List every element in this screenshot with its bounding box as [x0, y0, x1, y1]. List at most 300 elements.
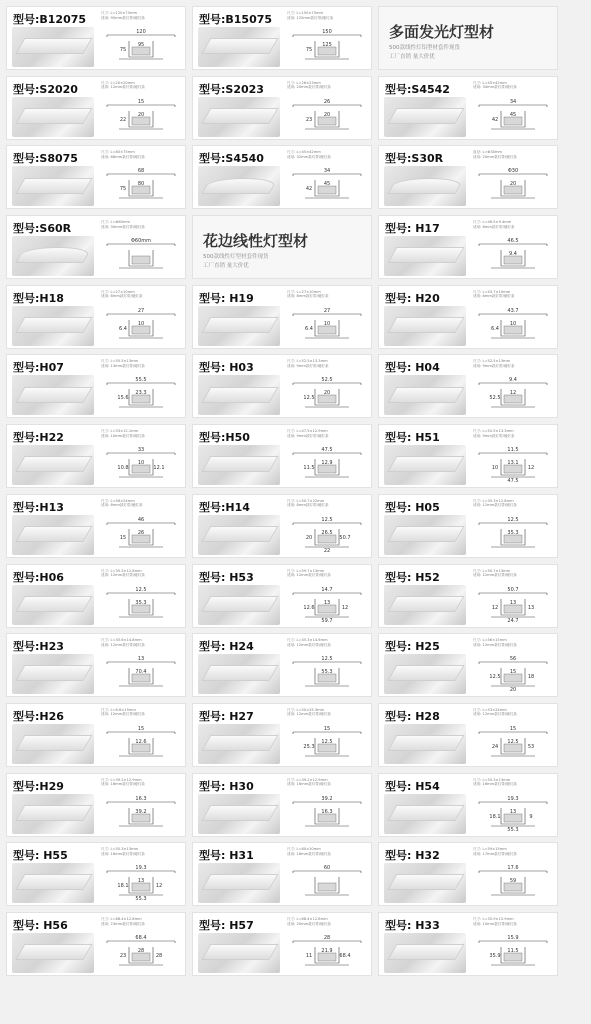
dimension-label: 9.4: [509, 377, 517, 384]
spec-block: [287, 638, 371, 647]
profile-diffuser: [132, 326, 150, 334]
dimension-label: 13: [137, 656, 145, 663]
product-card[interactable]: [6, 564, 186, 628]
dimension-label: 150: [322, 29, 332, 35]
dimension-label: 20: [509, 181, 517, 188]
product-card[interactable]: [378, 494, 558, 558]
dimension-label: 16.3: [321, 808, 333, 815]
product-photo: [384, 375, 466, 415]
spec-usage: 适用: 34mm款灯带/硬灯条: [473, 85, 517, 90]
profile-drawing-svg: [471, 236, 555, 276]
spec-block: [473, 708, 557, 717]
spec-size: 尺寸: L=33×12.1mm: [101, 429, 139, 434]
profile-drawing: [285, 97, 369, 137]
profile-drawing: [99, 863, 183, 903]
product-card[interactable]: [192, 842, 372, 906]
model-number: 型号: H25: [385, 640, 440, 654]
dimension-label: 70.4: [135, 669, 147, 676]
model-number: 型号:S30R: [385, 152, 444, 166]
promo-title: 多面发光灯型材: [389, 23, 495, 41]
dimension-label: 28: [137, 947, 145, 954]
profile-drawing: [471, 445, 555, 485]
spec-size: 尺寸: L=50.7×22mm: [287, 498, 325, 503]
dimension-label: 10: [323, 320, 331, 327]
spec-block: [473, 847, 557, 856]
dimension-label: 15: [137, 725, 145, 732]
dimension-label: 20: [305, 534, 313, 541]
product-photo: [384, 445, 466, 485]
dimension-label: 59: [509, 878, 517, 885]
spec-size: 尺寸: L=27×10mm: [287, 289, 321, 294]
dimension-label: 55.3: [507, 826, 519, 833]
dimension-label: 28: [155, 952, 163, 959]
dimension-label: 12.5: [303, 395, 315, 402]
spec-size: 尺寸: L=27×10mm: [101, 289, 135, 294]
product-photo: [12, 585, 94, 625]
spec-usage: 适用: 12mm款灯带/硬灯条: [101, 712, 145, 717]
spec-block: [101, 499, 185, 508]
product-card[interactable]: [378, 633, 558, 697]
product-card[interactable]: [192, 424, 372, 488]
dimension-label: 11.5: [507, 447, 519, 454]
spec-size: 尺寸: L=60×10mm: [287, 847, 321, 852]
model-number: 型号: H19: [199, 291, 254, 305]
product-photo: [384, 794, 466, 834]
profile-drawing: [285, 515, 369, 555]
profile-diffuser: [504, 814, 522, 822]
product-card[interactable]: [6, 842, 186, 906]
profile-drawing-svg: [99, 27, 183, 67]
profile-diffuser: [318, 744, 336, 752]
profile-diffuser: [132, 744, 150, 752]
spec-usage: 适用: 12mm款灯带/硬灯条: [473, 503, 517, 508]
product-card[interactable]: [192, 354, 372, 418]
dimension-label: 46: [137, 516, 145, 523]
model-number: 型号: H56: [13, 918, 68, 932]
dimension-label: 17.6: [507, 865, 519, 872]
spec-usage: 适用: 10mm款灯带/硬灯条: [473, 921, 517, 926]
spec-block: [473, 917, 557, 926]
dimension-label: 23: [119, 952, 127, 959]
model-number: 型号: H57: [199, 918, 254, 932]
profile-diffuser: [504, 186, 522, 194]
spec-size: 尺寸: L=52.5×13mm: [473, 359, 511, 364]
profile-drawing: [471, 654, 555, 694]
profile-diffuser: [318, 814, 336, 822]
product-photo: [198, 515, 280, 555]
product-card[interactable]: [192, 703, 372, 767]
profile-drawing: [99, 306, 183, 346]
spec-block: [287, 359, 371, 368]
product-card[interactable]: [378, 354, 558, 418]
promo-card: [378, 6, 558, 70]
promo-subtitle: 500款线性灯铝型材套件现货: [389, 45, 460, 51]
spec-size: 尺寸: L=50×25.3mm: [287, 707, 325, 712]
spec-block: [101, 708, 185, 717]
dimension-label: 16.3: [135, 795, 147, 802]
dimension-label: 56: [509, 656, 517, 663]
spec-block: [287, 708, 371, 717]
dimension-label: 6.4: [305, 325, 313, 332]
product-card[interactable]: [192, 633, 372, 697]
profile-diffuser: [504, 535, 522, 543]
product-photo: [12, 654, 94, 694]
model-number: 型号:B15075: [199, 13, 273, 26]
profile-drawing: [285, 375, 369, 415]
spec-block: [473, 359, 557, 368]
spec-block: [287, 569, 371, 578]
product-card[interactable]: [192, 494, 372, 558]
spec-size: 尺寸: L=35.3×14.6mm: [287, 638, 328, 643]
profile-drawing-svg: [99, 933, 183, 973]
profile-diffuser: [504, 883, 522, 891]
dimension-label: 35.9: [489, 952, 501, 959]
product-card[interactable]: [378, 773, 558, 837]
product-photo: [198, 585, 280, 625]
product-card[interactable]: [6, 6, 186, 70]
dimension-label: 25.3: [303, 743, 315, 750]
product-photo: [384, 306, 466, 346]
spec-usage: 适用: 20mm款灯带/硬灯条: [287, 85, 331, 90]
model-number: 型号:S8075: [13, 152, 78, 166]
product-card[interactable]: [6, 215, 186, 279]
product-card[interactable]: [378, 912, 558, 976]
model-number: 型号: H05: [385, 500, 440, 514]
model-number: 型号:H50: [199, 431, 250, 445]
spec-size: 尺寸: L=53×24mm: [473, 707, 507, 712]
dimension-label: 68: [137, 168, 145, 175]
profile-drawing-svg: [285, 515, 369, 555]
product-photo: [12, 97, 94, 137]
spec-usage: 适用: 8mm款灯带/硬灯条: [473, 294, 515, 299]
dimension-label: 20: [137, 111, 145, 118]
profile-diffuser: [132, 674, 150, 682]
spec-size: 尺寸: L=26×23mm: [287, 80, 321, 85]
spec-size: 尺寸: L=68.4×12.8mm: [287, 916, 328, 921]
profile-drawing: [99, 445, 183, 485]
product-card[interactable]: [192, 285, 372, 349]
model-number: 型号:H22: [13, 431, 64, 445]
spec-size: 尺寸: L=52.5×13.3mm: [287, 359, 328, 364]
dimension-label: 10.8: [117, 465, 129, 472]
product-card[interactable]: [378, 215, 558, 279]
product-card[interactable]: [192, 564, 372, 628]
product-card[interactable]: [6, 773, 186, 837]
profile-drawing: [471, 863, 555, 903]
profile-drawing: [99, 585, 183, 625]
product-card[interactable]: [6, 912, 186, 976]
profile-drawing-svg: [285, 585, 369, 625]
product-card[interactable]: [6, 494, 186, 558]
product-photo: [198, 933, 280, 973]
dimension-label: 15.6: [117, 395, 129, 402]
dimension-label: 12: [491, 604, 499, 611]
profile-drawing: [471, 585, 555, 625]
profile-drawing-svg: [99, 515, 183, 555]
dimension-label: 10: [491, 465, 499, 472]
spec-block: [101, 81, 185, 90]
product-card[interactable]: [6, 703, 186, 767]
product-photo: [12, 236, 94, 276]
model-number: 型号: H33: [385, 918, 440, 932]
dimension-label: 19.3: [507, 795, 519, 802]
spec-block: [473, 290, 557, 299]
spec-block: [473, 778, 557, 787]
model-number: 型号:H18: [13, 291, 64, 305]
dimension-label: 6.4: [491, 325, 499, 332]
dimension-label: 20: [323, 111, 331, 118]
spec-usage: 适用: 30mm款灯带/硬灯条: [101, 224, 145, 229]
dimension-label: 120: [136, 29, 146, 35]
dimension-label: 80: [137, 181, 145, 188]
spec-size: 直径: L=Φ30mm: [473, 150, 502, 155]
profile-drawing: [471, 515, 555, 555]
profile-diffuser: [132, 186, 150, 194]
spec-usage: 适用: 12mm款灯带/硬灯条: [101, 573, 145, 578]
dimension-label: 12.1: [153, 465, 165, 472]
model-number: 型号:H06: [13, 570, 64, 584]
profile-drawing-svg: [471, 97, 555, 137]
profile-diffuser: [504, 326, 522, 334]
product-photo: [12, 515, 94, 555]
dimension-label: 35.3: [135, 599, 147, 606]
dimension-label: 55.5: [135, 377, 147, 384]
dimension-label: 12.5: [489, 674, 501, 681]
product-photo: [384, 585, 466, 625]
dimension-label: 39.2: [135, 808, 147, 815]
dimension-label: 55.3: [135, 896, 147, 903]
dimension-label: 33: [137, 447, 145, 454]
product-photo: [384, 515, 466, 555]
product-photo: [12, 794, 94, 834]
product-card[interactable]: [378, 564, 558, 628]
profile-drawing-svg: [471, 654, 555, 694]
model-number: 型号: H03: [199, 361, 254, 375]
dimension-label: 59.7: [321, 617, 333, 624]
product-card[interactable]: [378, 285, 558, 349]
profile-drawing: [285, 794, 369, 834]
spec-block: [473, 499, 557, 508]
spec-block: [287, 150, 371, 159]
dimension-label: 10: [137, 460, 145, 467]
profile-drawing: [99, 375, 183, 415]
product-photo: [198, 375, 280, 415]
profile-drawing: [471, 375, 555, 415]
product-photo: [198, 27, 280, 67]
product-card[interactable]: [378, 424, 558, 488]
product-photo: [198, 654, 280, 694]
model-number: 型号: H20: [385, 291, 440, 305]
spec-size: 尺寸: L=35.9×15.9mm: [473, 916, 514, 921]
product-card[interactable]: [378, 145, 558, 209]
spec-block: [101, 569, 185, 578]
profile-diffuser: [504, 744, 522, 752]
product-card[interactable]: [192, 76, 372, 140]
dimension-label: 15: [137, 98, 145, 105]
profile-drawing: [99, 27, 183, 67]
product-card[interactable]: [378, 703, 558, 767]
spec-block: [101, 290, 185, 299]
dimension-label: 19.3: [135, 865, 147, 872]
spec-usage: 适用: 8mm款灯带/硬灯条: [287, 294, 329, 299]
spec-usage: 适用: 16mm款灯带/硬灯条: [287, 782, 331, 787]
product-photo: [384, 863, 466, 903]
profile-drawing-svg: [99, 375, 183, 415]
spec-block: [101, 638, 185, 647]
profile-diffuser: [132, 953, 150, 961]
profile-drawing: [99, 654, 183, 694]
product-grid: [6, 6, 558, 976]
dimension-label: 9: [529, 813, 533, 820]
product-card[interactable]: [6, 76, 186, 140]
spec-size: 尺寸: L=52.5×13.3mm: [473, 429, 514, 434]
profile-drawing: [285, 654, 369, 694]
profile-drawing: [99, 933, 183, 973]
profile-drawing: [99, 794, 183, 834]
product-card[interactable]: [192, 6, 372, 70]
spec-size: 尺寸: L=68.4×12.8mm: [101, 916, 142, 921]
spec-block: [101, 847, 185, 856]
dimension-label: 23: [305, 116, 313, 123]
spec-usage: 适用: 125mm款灯带/硬灯条: [287, 15, 334, 20]
product-photo: [384, 654, 466, 694]
dimension-label: 42: [305, 186, 313, 193]
spec-block: [287, 290, 371, 299]
dimension-label: 45: [509, 111, 517, 118]
product-photo: [384, 236, 466, 276]
promo-tagline: 工厂直销 量大价优: [389, 54, 435, 60]
spec-usage: 适用: 12mm款灯带/硬灯条: [473, 573, 517, 578]
profile-drawing: [99, 97, 183, 137]
dimension-label: 23.3: [135, 390, 147, 397]
product-photo: [384, 724, 466, 764]
profile-drawing: [471, 724, 555, 764]
profile-diffuser: [132, 395, 150, 403]
profile-diffuser: [318, 47, 336, 55]
profile-diffuser: [318, 465, 336, 473]
dimension-label: 75: [305, 47, 313, 53]
model-number: 型号: H55: [13, 849, 68, 863]
product-card[interactable]: [192, 912, 372, 976]
spec-size: 尺寸: L=45×42mm: [287, 150, 321, 155]
profile-diffuser: [504, 117, 522, 125]
dimension-label: 21.9: [321, 947, 333, 954]
dimension-label: 12: [341, 604, 349, 611]
profile-diffuser: [318, 535, 336, 543]
product-photo: [12, 724, 94, 764]
product-card[interactable]: [6, 354, 186, 418]
product-card[interactable]: [378, 76, 558, 140]
model-number: 型号: H52: [385, 570, 440, 584]
profile-drawing-svg: [285, 166, 369, 206]
profile-drawing-svg: [285, 375, 369, 415]
product-photo: [12, 306, 94, 346]
product-card[interactable]: [6, 424, 186, 488]
profile-drawing: [99, 236, 183, 276]
dimension-label: 18.1: [117, 883, 129, 890]
model-number: 型号: H28: [385, 709, 440, 723]
profile-diffuser: [132, 605, 150, 613]
spec-size: 尺寸: L=59.7×13mm: [287, 568, 325, 573]
dimension-label: 95: [137, 42, 145, 48]
profile-drawing-svg: [471, 375, 555, 415]
dimension-label: 13.1: [507, 460, 519, 467]
profile-drawing-svg: [285, 724, 369, 764]
spec-size: 尺寸: L=20×20mm: [101, 80, 135, 85]
dimension-label: 18: [527, 674, 535, 681]
spec-usage: 适用: 17mm款灯带/硬灯条: [473, 851, 517, 856]
product-photo: [198, 166, 280, 206]
dimension-label: 28: [323, 934, 331, 941]
model-number: 型号:S60R: [13, 222, 72, 236]
profile-drawing-svg: [99, 445, 183, 485]
profile-diffuser: [504, 605, 522, 613]
dimension-label: 15: [119, 534, 127, 541]
spec-usage: 适用: 32mm款灯带/硬灯条: [287, 154, 331, 159]
profile-drawing: [99, 166, 183, 206]
profile-drawing-svg: [471, 794, 555, 834]
profile-diffuser: [318, 117, 336, 125]
product-card[interactable]: [378, 842, 558, 906]
dimension-label: 18.1: [489, 813, 501, 820]
dimension-label: 12.9: [321, 460, 333, 467]
dimension-label: 34: [509, 98, 517, 105]
dimension-label: 26.5: [321, 529, 333, 536]
product-card[interactable]: [6, 145, 186, 209]
dimension-label: 13: [509, 808, 517, 815]
spec-block: [473, 81, 557, 90]
product-card[interactable]: [6, 633, 186, 697]
profile-diffuser: [318, 605, 336, 613]
product-card[interactable]: [192, 145, 372, 209]
spec-block: [287, 499, 371, 508]
product-photo: [12, 375, 94, 415]
spec-usage: 适用: 9mm款灯带/硬灯条: [287, 433, 329, 438]
dimension-label: 13: [137, 878, 145, 885]
spec-size: 尺寸: L=Φ60mm: [101, 220, 130, 225]
spec-usage: 适用: 9mm款灯带/硬灯条: [287, 364, 329, 369]
promo-card: [192, 215, 372, 279]
spec-block: [101, 917, 185, 926]
dimension-label: 52.5: [321, 377, 333, 384]
profile-drawing-svg: [285, 27, 369, 67]
dimension-label: 68.4: [135, 934, 147, 941]
product-photo: [198, 863, 280, 903]
dimension-label: 10: [137, 320, 145, 327]
spec-block: [101, 150, 185, 159]
dimension-label: 20: [323, 390, 331, 397]
dimension-label: 13: [509, 599, 517, 606]
dimension-label: 53: [527, 743, 535, 750]
dimension-label: 12.5: [507, 738, 519, 745]
dimension-label: 47.5: [321, 447, 333, 454]
dimension-label: 13: [527, 604, 535, 611]
spec-size: 尺寸: L=6.6×15mm: [101, 707, 136, 712]
product-card[interactable]: [192, 773, 372, 837]
profile-drawing-svg: [99, 794, 183, 834]
profile-drawing-svg: [285, 933, 369, 973]
dimension-label: 75: [119, 47, 127, 53]
spec-size: 尺寸: L=47.5×12.9mm: [287, 429, 328, 434]
profile-drawing-svg: [471, 585, 555, 625]
spec-usage: 适用: 8mm款灯带/硬灯条: [473, 224, 515, 229]
profile-drawing-svg: [471, 863, 555, 903]
product-card[interactable]: [6, 285, 186, 349]
dimension-label: 9.4: [509, 251, 517, 258]
dimension-label: 12: [527, 465, 535, 472]
product-photo: [384, 933, 466, 973]
profile-drawing-svg: [99, 97, 183, 137]
